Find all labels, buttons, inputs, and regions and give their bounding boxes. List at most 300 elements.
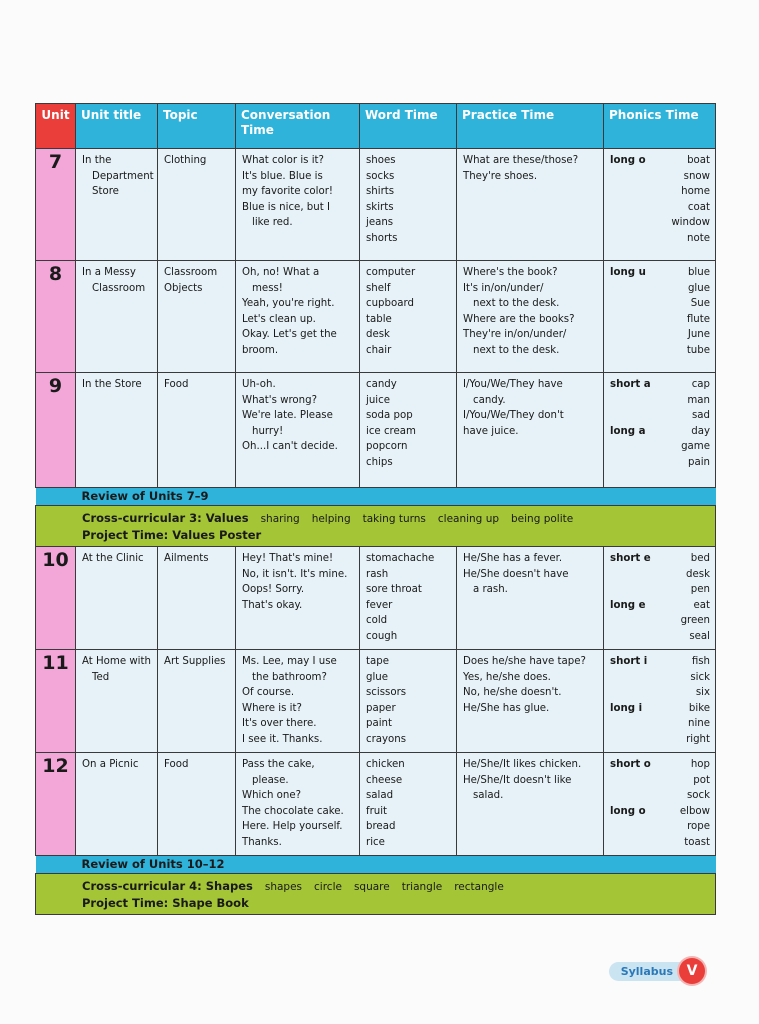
phonics-label: long e: [610, 599, 646, 611]
unit-topic-line: Food: [164, 379, 189, 390]
conversation-time-line: Let's clean up.: [242, 313, 316, 325]
word-time-line: ice cream: [366, 425, 416, 437]
phonics-row: [610, 654, 710, 670]
phonics-label-blank: [610, 613, 660, 629]
practice-time: [457, 149, 604, 261]
word-time-line: chips: [366, 456, 393, 468]
phonics-word: fish: [691, 656, 710, 667]
practice-time-line: They're shoes.: [463, 170, 538, 182]
unit-topic: [158, 547, 236, 650]
phonics-row: [610, 455, 710, 471]
header-word: Word Time: [360, 104, 457, 149]
unit-title-line: In the Store: [82, 379, 142, 390]
unit-topic-line: Classroom: [164, 267, 218, 278]
review-row-label: Review of Units 7–9: [36, 488, 716, 506]
cross-curricular-row: [36, 874, 716, 915]
practice-time-line: have juice.: [463, 425, 519, 437]
word-time-line: juice: [366, 394, 390, 406]
word-time-line: cupboard: [366, 298, 414, 310]
phonics-word: snow: [683, 170, 710, 182]
phonics-row: [610, 804, 710, 820]
conversation-time: [236, 149, 360, 261]
phonics-label-blank: [610, 327, 660, 343]
practice-time-line: next to the desk.: [473, 298, 560, 310]
phonics-row: [610, 377, 710, 393]
cross-curricular-topic: being polite: [511, 513, 574, 525]
phonics-row: [610, 393, 710, 409]
phonics-row: [610, 408, 710, 424]
conversation-time: [236, 753, 360, 856]
word-time-line: popcorn: [366, 441, 408, 453]
phonics-label-blank: [610, 788, 660, 804]
word-time-line: crayons: [366, 733, 407, 745]
phonics-group-table: [610, 757, 710, 851]
unit-title-line: At the Clinic: [82, 553, 144, 564]
phonics-label-blank: [610, 200, 660, 216]
unit-number: 7: [36, 149, 76, 261]
phonics-time: [604, 373, 716, 488]
phonics-label-blank: [610, 439, 660, 455]
word-time-line: soda pop: [366, 410, 413, 422]
phonics-label: short i: [610, 656, 648, 667]
phonics-word: home: [681, 186, 710, 198]
phonics-word: pot: [693, 774, 710, 786]
phonics-label-blank: [610, 393, 660, 409]
unit-title: [76, 373, 158, 488]
word-time-line: paint: [366, 718, 392, 730]
phonics-word: coat: [687, 201, 710, 213]
phonics-label-blank: [610, 716, 660, 732]
header-topic: Topic: [158, 104, 236, 149]
phonics-time: [604, 261, 716, 373]
unit-title: [76, 753, 158, 856]
phonics-label: long o: [610, 805, 646, 817]
cross-curricular-topic: sharing: [260, 513, 300, 525]
practice-time-line: What are these/those?: [463, 155, 579, 166]
practice-time-line: They're in/on/under/: [463, 329, 567, 341]
phonics-word: elbow: [679, 805, 710, 817]
phonics-row: [610, 343, 710, 359]
conversation-time-line: Uh-oh.: [242, 379, 276, 390]
phonics-row: [610, 265, 710, 281]
phonics-word: bed: [690, 553, 710, 564]
word-time-line: cold: [366, 615, 388, 627]
practice-time-line: Where's the book?: [463, 267, 558, 278]
word-time-line: skirts: [366, 201, 394, 213]
unit-topic-line: Objects: [164, 282, 203, 294]
project-time-label: Project Time: Values Poster: [82, 528, 262, 542]
phonics-word: window: [671, 217, 710, 229]
practice-time-line: It's in/on/under/: [463, 282, 544, 294]
word-time-line: table: [366, 313, 392, 325]
phonics-group-table: [610, 377, 710, 471]
practice-time: [457, 261, 604, 373]
conversation-time-line: broom.: [242, 344, 279, 356]
phonics-word: rope: [687, 821, 710, 833]
phonics-row: [610, 439, 710, 455]
word-time-line: socks: [366, 170, 395, 182]
conversation-time: [236, 650, 360, 753]
conversation-time-line: Where is it?: [242, 702, 302, 714]
phonics-label-blank: [610, 835, 660, 851]
phonics-row: [610, 613, 710, 629]
conversation-time-line: Hey! That's mine!: [242, 553, 334, 564]
phonics-group-table: [610, 153, 710, 247]
phonics-word: tube: [686, 344, 710, 356]
word-time-line: chair: [366, 344, 392, 356]
word-time-line: chicken: [366, 759, 405, 770]
unit-row: [36, 261, 716, 373]
phonics-label-blank: [610, 343, 660, 359]
cross-curricular-topic: cleaning up: [437, 513, 500, 525]
phonics-word: pain: [688, 456, 710, 468]
phonics-row: [610, 629, 710, 645]
conversation-time-line: Oops! Sorry.: [242, 584, 305, 596]
practice-time-line: No, he/she doesn't.: [463, 687, 562, 699]
practice-time-line: next to the desk.: [473, 344, 560, 356]
footer-label: Syllabus: [609, 962, 683, 981]
cross-curricular-row-cell: [36, 506, 716, 547]
phonics-word: June: [687, 329, 710, 341]
phonics-label-blank: [610, 312, 660, 328]
phonics-label: short o: [610, 759, 651, 770]
phonics-word: blue: [687, 267, 710, 278]
phonics-label-blank: [610, 281, 660, 297]
unit-title: [76, 261, 158, 373]
header-phonics: Phonics Time: [604, 104, 716, 149]
phonics-word: Sue: [690, 298, 710, 310]
unit-topic: [158, 373, 236, 488]
cross-curricular-topic: circle: [314, 881, 342, 893]
phonics-word: hop: [690, 759, 710, 770]
phonics-label-blank: [610, 455, 660, 471]
conversation-time-line: Blue is nice, but I: [242, 201, 330, 213]
header-unit: Unit: [36, 104, 76, 149]
unit-number: 11: [36, 650, 76, 753]
phonics-word: sick: [690, 671, 710, 683]
practice-time-line: He/She has glue.: [463, 702, 550, 714]
phonics-label: short e: [610, 553, 651, 564]
practice-time-line: I/You/We/They have: [463, 379, 563, 390]
phonics-label: long i: [610, 702, 643, 714]
project-time-label: Project Time: Shape Book: [82, 896, 249, 910]
conversation-time-line: my favorite color!: [242, 186, 333, 198]
phonics-word: pen: [690, 584, 710, 596]
phonics-row: [610, 215, 710, 231]
unit-number: 9: [36, 373, 76, 488]
practice-time-line: He/She/It likes chicken.: [463, 759, 582, 770]
phonics-row: [610, 231, 710, 247]
phonics-group-table: [610, 551, 710, 645]
phonics-label: long u: [610, 267, 646, 278]
phonics-row: [610, 598, 710, 614]
syllabus-table: [35, 103, 716, 915]
word-time: [360, 753, 457, 856]
unit-title: [76, 547, 158, 650]
word-time-line: candy: [366, 379, 397, 390]
conversation-time-line: please.: [252, 774, 289, 786]
phonics-word: day: [691, 425, 710, 437]
unit-title-line: Classroom: [92, 282, 146, 294]
practice-time: [457, 753, 604, 856]
unit-title-line: In a Messy: [82, 267, 136, 278]
conversation-time-line: No, it isn't. It's mine.: [242, 568, 348, 580]
word-time-line: shirts: [366, 186, 395, 198]
practice-time-line: salad.: [473, 790, 504, 802]
phonics-row: [610, 685, 710, 701]
cross-curricular-topic: rectangle: [454, 881, 504, 893]
phonics-word: bike: [688, 702, 710, 714]
unit-row: [36, 650, 716, 753]
word-time-line: tape: [366, 656, 389, 667]
phonics-label-blank: [610, 773, 660, 789]
conversation-time-line: Yeah, you're right.: [242, 298, 335, 310]
cross-curricular-title: Cross-curricular 4: Shapes: [82, 879, 253, 893]
phonics-word: eat: [693, 599, 710, 611]
phonics-label-blank: [610, 215, 660, 231]
phonics-row: [610, 551, 710, 567]
phonics-word: right: [686, 733, 710, 745]
practice-time-line: candy.: [473, 394, 506, 406]
phonics-row: [610, 296, 710, 312]
word-time-line: cough: [366, 630, 398, 642]
conversation-time-line: We're late. Please: [242, 410, 333, 422]
unit-topic: [158, 753, 236, 856]
page-footer: [609, 958, 705, 984]
phonics-label-blank: [610, 685, 660, 701]
phonics-word: cap: [691, 379, 710, 390]
unit-row: [36, 149, 716, 261]
conversation-time-line: What's wrong?: [242, 394, 317, 406]
conversation-time-line: I see it. Thanks.: [242, 733, 323, 745]
phonics-word: flute: [686, 313, 710, 325]
practice-time-line: Does he/she have tape?: [463, 656, 586, 667]
conversation-time-line: Oh...I can't decide.: [242, 441, 338, 453]
practice-time-line: Yes, he/she does.: [463, 671, 551, 683]
unit-title-line: In the: [82, 155, 112, 166]
phonics-label-blank: [610, 629, 660, 645]
phonics-group-table: [610, 265, 710, 359]
practice-time: [457, 650, 604, 753]
phonics-row: [610, 169, 710, 185]
practice-time-line: I/You/We/They don't: [463, 410, 564, 422]
conversation-time: [236, 261, 360, 373]
word-time-line: glue: [366, 671, 389, 683]
practice-time-line: a rash.: [473, 584, 508, 596]
unit-title-line: Store: [92, 186, 119, 198]
word-time-line: shelf: [366, 282, 391, 294]
phonics-row: [610, 757, 710, 773]
header-row: [36, 104, 716, 149]
review-row: [36, 488, 716, 506]
practice-time-line: He/She has a fever.: [463, 553, 563, 564]
conversation-time-line: Thanks.: [242, 836, 282, 848]
phonics-word: six: [695, 687, 710, 699]
word-time-line: fever: [366, 599, 393, 611]
unit-title-line: At Home with: [82, 656, 151, 667]
phonics-word: glue: [687, 282, 710, 294]
phonics-label-blank: [610, 408, 660, 424]
unit-number: 8: [36, 261, 76, 373]
phonics-row: [610, 835, 710, 851]
cross-curricular-topic: taking turns: [362, 513, 426, 525]
review-row-label: Review of Units 10–12: [36, 856, 716, 874]
unit-topic-line: Ailments: [164, 553, 209, 564]
word-time-line: sore throat: [366, 584, 422, 596]
phonics-label: long a: [610, 425, 646, 437]
unit-topic-line: Food: [164, 759, 189, 770]
unit-title-line: On a Picnic: [82, 759, 139, 770]
practice-time-line: He/She doesn't have: [463, 568, 569, 580]
phonics-word: note: [687, 232, 710, 244]
conversation-time-line: Okay. Let's get the: [242, 329, 337, 341]
phonics-row: [610, 153, 710, 169]
phonics-row: [610, 424, 710, 440]
phonics-time: [604, 547, 716, 650]
phonics-group-table: [610, 654, 710, 748]
practice-time: [457, 547, 604, 650]
word-time-line: bread: [366, 821, 396, 833]
phonics-row: [610, 819, 710, 835]
phonics-time: [604, 753, 716, 856]
conversation-time-line: That's okay.: [242, 599, 303, 611]
practice-time-line: Where are the books?: [463, 313, 575, 325]
page-number-badge: V: [679, 958, 705, 984]
conversation-time-line: Which one?: [242, 790, 302, 802]
phonics-label-blank: [610, 670, 660, 686]
cross-curricular-topic: shapes: [264, 881, 303, 893]
syllabus-table-wrapper: [35, 103, 715, 915]
unit-topic-line: Clothing: [164, 155, 207, 166]
unit-number: 10: [36, 547, 76, 650]
phonics-row: [610, 670, 710, 686]
unit-topic-line: Art Supplies: [164, 656, 226, 667]
unit-title-line: Department: [92, 170, 154, 182]
conversation-time-line: Here. Help yourself.: [242, 821, 343, 833]
conversation-time: [236, 373, 360, 488]
phonics-label: long o: [610, 155, 646, 166]
word-time-line: rash: [366, 568, 389, 580]
unit-topic: [158, 261, 236, 373]
cross-curricular-line: [82, 510, 711, 527]
word-time-line: shorts: [366, 232, 398, 244]
phonics-row: [610, 716, 710, 732]
header-unit-title: Unit title: [76, 104, 158, 149]
phonics-label-blank: [610, 231, 660, 247]
conversation-time-line: It's over there.: [242, 718, 317, 730]
unit-row: [36, 753, 716, 856]
phonics-row: [610, 701, 710, 717]
word-time-line: rice: [366, 836, 385, 848]
word-time-line: fruit: [366, 805, 388, 817]
phonics-row: [610, 312, 710, 328]
conversation-time-line: hurry!: [252, 425, 284, 437]
phonics-label-blank: [610, 819, 660, 835]
cross-curricular-row: [36, 506, 716, 547]
phonics-word: toast: [684, 836, 710, 848]
word-time: [360, 547, 457, 650]
phonics-word: sock: [686, 790, 710, 802]
unit-title-line: Ted: [92, 671, 110, 683]
word-time-line: stomachache: [366, 553, 435, 564]
conversation-time-line: like red.: [252, 217, 293, 229]
unit-title: [76, 650, 158, 753]
unit-topic: [158, 149, 236, 261]
cross-curricular-row-cell: [36, 874, 716, 915]
phonics-row: [610, 567, 710, 583]
word-time-line: desk: [366, 329, 390, 341]
conversation-time: [236, 547, 360, 650]
word-time: [360, 149, 457, 261]
phonics-word: desk: [686, 568, 710, 580]
word-time-line: shoes: [366, 155, 396, 166]
unit-title: [76, 149, 158, 261]
review-row: [36, 856, 716, 874]
phonics-word: green: [680, 615, 710, 627]
conversation-time-line: Of course.: [242, 687, 295, 699]
phonics-word: seal: [689, 630, 710, 642]
word-time-line: scissors: [366, 687, 407, 699]
cross-curricular-topic: helping: [311, 513, 351, 525]
phonics-label-blank: [610, 567, 660, 583]
word-time-line: salad: [366, 790, 394, 802]
conversation-time-line: Pass the cake,: [242, 759, 315, 770]
unit-topic: [158, 650, 236, 753]
unit-row: [36, 373, 716, 488]
conversation-time-line: Ms. Lee, may I use: [242, 656, 337, 667]
phonics-time: [604, 650, 716, 753]
phonics-word: nine: [687, 718, 710, 730]
cross-curricular-topic: square: [353, 881, 390, 893]
phonics-label-blank: [610, 296, 660, 312]
conversation-time-line: What color is it?: [242, 155, 324, 166]
phonics-word: sad: [691, 410, 710, 422]
phonics-word: boat: [687, 155, 710, 166]
conversation-time-line: It's blue. Blue is: [242, 170, 323, 182]
phonics-row: [610, 281, 710, 297]
word-time-line: computer: [366, 267, 416, 278]
conversation-time-line: mess!: [252, 282, 283, 294]
phonics-label-blank: [610, 582, 660, 598]
cross-curricular-line: [82, 878, 711, 895]
cross-curricular-title: Cross-curricular 3: Values: [82, 511, 249, 525]
word-time-line: cheese: [366, 774, 403, 786]
word-time-line: jeans: [366, 217, 394, 229]
word-time: [360, 650, 457, 753]
phonics-time: [604, 149, 716, 261]
phonics-row: [610, 327, 710, 343]
word-time-line: paper: [366, 702, 396, 714]
practice-time-line: He/She/It doesn't like: [463, 774, 572, 786]
phonics-row: [610, 582, 710, 598]
conversation-time-line: the bathroom?: [252, 671, 327, 683]
cross-curricular-topic: triangle: [401, 881, 443, 893]
unit-number: 12: [36, 753, 76, 856]
conversation-time-line: The chocolate cake.: [242, 805, 344, 817]
header-practice: Practice Time: [457, 104, 604, 149]
phonics-label-blank: [610, 169, 660, 185]
phonics-row: [610, 788, 710, 804]
word-time: [360, 261, 457, 373]
phonics-row: [610, 184, 710, 200]
conversation-time-line: Oh, no! What a: [242, 267, 320, 278]
phonics-word: man: [687, 394, 710, 406]
unit-row: [36, 547, 716, 650]
phonics-row: [610, 773, 710, 789]
word-time: [360, 373, 457, 488]
phonics-label: short a: [610, 379, 651, 390]
phonics-row: [610, 732, 710, 748]
